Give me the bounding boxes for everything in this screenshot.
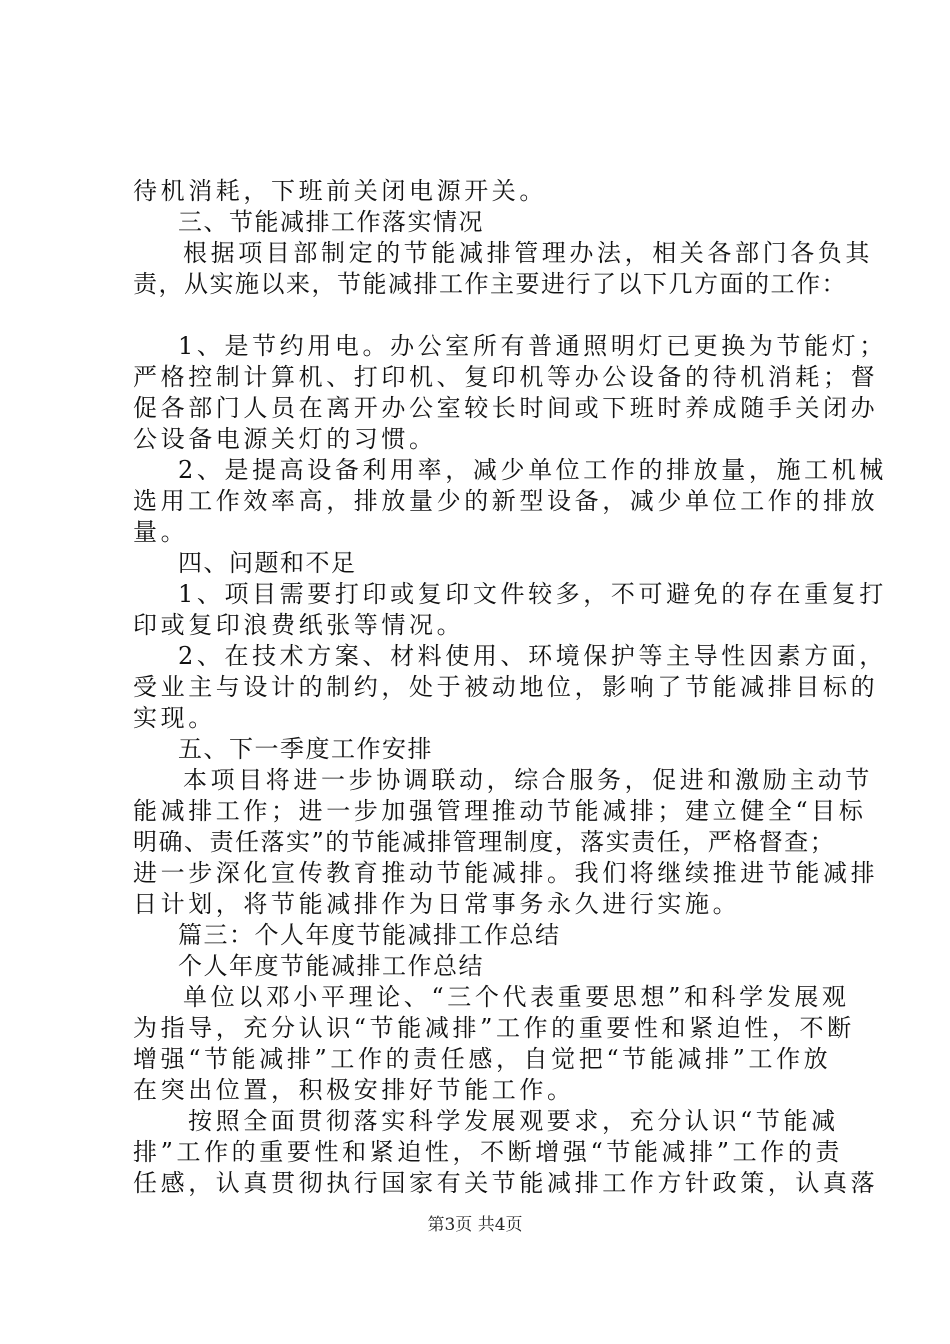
text-line: 任感，认真贯彻执行国家有关节能减排工作方针政策，认真落 [133, 1169, 879, 1197]
text-line: 责，从实施以来，节能减排工作主要进行了以下几方面的工作： [133, 270, 847, 298]
text-line: 1、项目需要打印或复印文件较多，不可避免的存在重复打 [178, 580, 887, 608]
page-number-footer: 第3页 共4页 [427, 1215, 523, 1235]
chapter-title: 个人年度节能减排工作总结 [178, 952, 484, 980]
text-line: 公设备电源关灯的习惯。 [133, 425, 437, 453]
text-line: 能减排工作；进一步加强管理推动节能减排；建立健全“目标 [133, 797, 867, 825]
text-line: 单位以邓小平理论、“三个代表重要思想”和科学发展观 [183, 983, 850, 1011]
text-line: 待机消耗，下班前关闭电源开关。 [133, 177, 547, 205]
text-line: 排”工作的重要性和紧迫性，不断增强“节能减排”工作的责 [133, 1138, 844, 1166]
text-line: 量。 [133, 518, 189, 546]
text-line: 1、是节约用电。办公室所有普通照明灯已更换为节能灯； [178, 332, 887, 360]
text-line: 2、是提高设备利用率，减少单位工作的排放量，施工机械 [178, 456, 887, 484]
text-line: 在突出位置，积极安排好节能工作。 [133, 1076, 575, 1104]
text-line: 日计划，将节能减排作为日常事务永久进行实施。 [133, 890, 741, 918]
section-heading: 三、节能减排工作落实情况 [178, 208, 484, 236]
chapter-heading: 篇三：个人年度节能减排工作总结 [178, 921, 561, 949]
text-line: 2、在技术方案、材料使用、环境保护等主导性因素方面， [178, 642, 887, 670]
text-line: 增强“节能减排”工作的责任感，自觉把“节能减排”工作放 [133, 1045, 832, 1073]
text-line: 本项目将进一步协调联动，综合服务，促进和激励主动节 [183, 766, 873, 794]
text-line: 印或复印浪费纸张等情况。 [133, 611, 465, 639]
text-line: 促各部门人员在离开办公室较长时间或下班时养成随手关闭办 [133, 394, 879, 422]
section-heading: 五、下一季度工作安排 [178, 735, 433, 763]
text-line: 按照全面贯彻落实科学发展观要求，充分认识“节能减 [188, 1107, 839, 1135]
text-line: 根据项目部制定的节能减排管理办法，相关各部门各负其 [183, 239, 873, 267]
text-line: 严格控制计算机、打印机、复印机等办公设备的待机消耗；督 [133, 363, 879, 391]
section-heading: 四、问题和不足 [178, 549, 357, 577]
text-line: 为指导，充分认识“节能减排”工作的重要性和紧迫性，不断 [133, 1014, 855, 1042]
text-line: 选用工作效率高，排放量少的新型设备，减少单位工作的排放 [133, 487, 879, 515]
text-line: 受业主与设计的制约，处于被动地位，影响了节能减排目标的 [133, 673, 879, 701]
text-line: 进一步深化宣传教育推动节能减排。我们将继续推进节能减排 [133, 859, 879, 887]
text-line: 实现。 [133, 704, 216, 732]
text-line: 明确、责任落实”的节能减排管理制度，落实责任，严格督查； [133, 828, 836, 856]
